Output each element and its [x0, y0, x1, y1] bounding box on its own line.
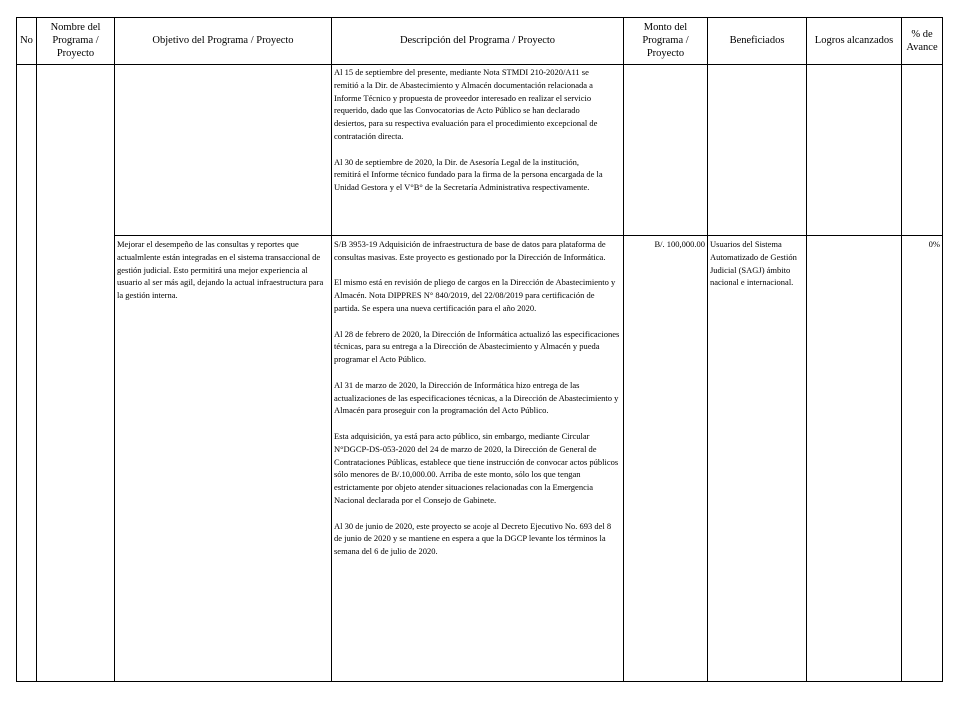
row2-beneficiados [710, 238, 802, 289]
description-paragraph: S/B 3953-19 Adquisición de infraestructura de base de datos para plataforma de consultas masivas. Este proyecto es gestionado por la Dirección de Informática. [334, 239, 606, 262]
header-avance-line: % de [911, 28, 933, 40]
amount-value: B/. 100,000.00 [654, 239, 705, 249]
column-divider [331, 17, 332, 682]
row2-descripcion [334, 238, 620, 558]
objective-text: Mejorar el desempeño de las consultas y reportes que actualmlente están integradas en el sistema transaccional de gestión judicial. Esto permitirá una mejor experiencia al usuario al ser más agil, dejando la actual infraestructura para la gestión interna. [117, 239, 324, 301]
header-no-label: No [20, 35, 33, 46]
column-divider [114, 17, 115, 682]
column-divider [36, 17, 37, 682]
header-descripcion-label: Descripción del Programa / Proyecto [399, 35, 556, 46]
description-paragraph: Esta adquisición, ya está para acto público, sin embargo, mediante Circular N°DGCP-DS-053-2020 del 24 de marzo de 2020, la Dirección de General de Contrataciones Públicas, establece que tiene instrucción de convocar actos públicos sólo menores de B/.10,000.00. Arriba de este monto, sólo los que tengan estrictamente por objeto atender situaciones relacionadas con la Emergencia Nacional declarada por el Consejo de Gabinete. [334, 430, 619, 505]
row2-monto [625, 238, 705, 251]
column-divider [901, 17, 902, 682]
header-nombre-line: Nombre del [50, 22, 101, 33]
header-monto-line: Programa / [642, 35, 689, 46]
description-paragraph: El mismo está en revisión de pliego de cargos en la Dirección de Abastecimiento y Almacén. Nota DIPPRES N° 840/2019, del 22/08/2019 para certificación de partida. Se espera una nueva certificación para el año 2020. [334, 277, 616, 313]
progress-percent: 0% [928, 239, 940, 249]
description-paragraph: Al 30 de junio de 2020, este proyecto se acoje al Decreto Ejecutivo No. 693 del 8 de junio de 2020 y se mantiene en espera a que la DGCP levante los términos la semana del 6 de julio de 2020. [334, 520, 612, 557]
header-logros-label: Logros alcanzados [814, 35, 894, 46]
table-border-left [16, 17, 17, 682]
header-nombre-line: Programa / [52, 35, 99, 46]
header-objetivo-label: Objetivo del Programa / Proyecto [152, 35, 294, 46]
header-avance-line: Avance [906, 41, 938, 53]
description-paragraph: Al 15 de septiembre del presente, mediante Nota STMDI 210-2020/A11 se remitió a la Dir. de Abastecimiento y Almacén documentación relacionada a Informe Técnico y propuesta de proveedor interesado en realizar el servicio requerido, dado que las Convocatorias de Acto Público se han declarado desiertos, para su respectiva evaluación para el procedimiento excepcional de contratación directa. [334, 67, 598, 141]
report-table [16, 17, 943, 682]
row2-avance [903, 238, 940, 251]
description-paragraph: Al 30 de septiembre de 2020, la Dir. de Asesoría Legal de la institución, remitirá el Informe técnico fundado para la firma de la persona encargada de la Unidad Gestora y el V°B° de la Secretaría Administrativa respectivamente. [334, 156, 603, 193]
header-divider [16, 64, 943, 65]
column-divider [806, 17, 807, 682]
row-divider [114, 235, 943, 236]
row1-descripcion [334, 66, 604, 194]
row2-objetivo [117, 238, 329, 302]
beneficiaries-text: Usuarios del Sistema Automatizado de Gestión Judicial (SAGJ) ámbito nacional e internacional. [710, 239, 797, 288]
header-nombre-line: Proyecto [56, 48, 95, 59]
header-nombre [37, 17, 114, 64]
header-monto-line: Monto del [643, 22, 688, 33]
header-no [17, 17, 36, 64]
table-border-right [942, 17, 943, 682]
header-monto [624, 17, 707, 64]
header-descripcion [332, 17, 623, 64]
description-paragraph: Al 28 de febrero de 2020, la Dirección de Informática actualizó las especificaciones técnicas, para su entrega a la Dirección de Abastecimiento y Almacén y pueda programar el Acto Público. [334, 328, 620, 365]
header-beneficiados [708, 17, 806, 64]
column-divider [623, 17, 624, 682]
header-monto-line: Proyecto [646, 48, 685, 59]
header-beneficiados-label: Beneficiados [729, 35, 785, 46]
table-border-bottom [16, 681, 943, 682]
header-avance [902, 17, 942, 64]
description-paragraph: Al 31 de marzo de 2020, la Dirección de Informática hizo entrega de las actualizaciones de las especificaciones técnicas, a la Dirección de Abastecimiento y Almacén para proseguir con la programación del Acto Público. [334, 379, 619, 416]
column-divider [707, 17, 708, 682]
header-objetivo [115, 17, 331, 64]
header-logros [807, 17, 901, 64]
